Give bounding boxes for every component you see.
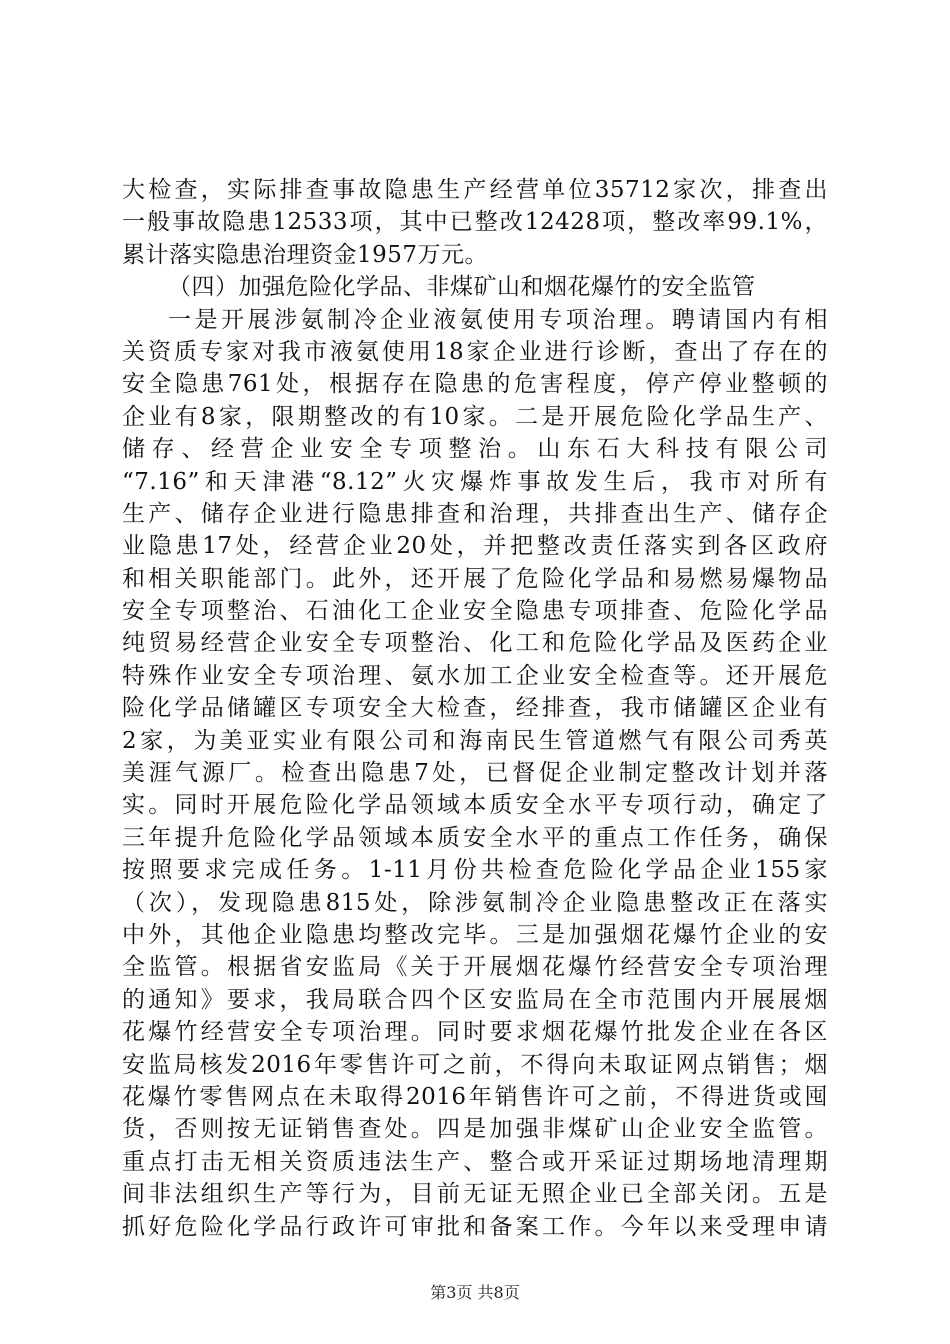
text-line: 花爆竹零售网点在未取得2016年销售许可之前，不得进货或囤	[122, 1083, 828, 1110]
text-line: 间非法组织生产等行为，目前无证无照企业已全部关闭。五是	[122, 1181, 828, 1208]
text-line: 纯贸易经营企业安全专项整治、化工和危险化学品及医药企业	[122, 630, 828, 657]
text-line: 货，否则按无证销售查处。四是加强非煤矿山企业安全监管。	[122, 1116, 828, 1143]
text-line: 的通知》要求，我局联合四个区安监局在全市范围内开展展烟	[122, 986, 828, 1013]
text-line: 关资质专家对我市液氨使用18家企业进行诊断，查出了存在的	[122, 338, 828, 365]
text-line: 中外，其他企业隐患均整改完毕。三是加强烟花爆竹企业的安	[122, 921, 828, 948]
text-line: 险化学品储罐区专项安全大检查，经排查，我市储罐区企业有	[122, 695, 828, 722]
text-line: 按照要求完成任务。1-11月份共检查危险化学品企业155家	[122, 857, 828, 884]
text-line: 花爆竹经营安全专项治理。同时要求烟花爆竹批发企业在各区	[122, 1019, 828, 1046]
document-body	[122, 174, 828, 1243]
text-line: 安全专项整治、石油化工企业安全隐患专项排查、危险化学品	[122, 598, 828, 625]
text-line: 一般事故隐患12533项，其中已整改12428项，整改率99.1%，	[122, 209, 828, 236]
paragraph-2	[122, 304, 828, 1243]
text-line: 储存、经营企业安全专项整治。山东石大科技有限公司	[122, 436, 828, 463]
text-line: “7.16”和天津港“8.12”火灾爆炸事故发生后，我市对所有	[122, 468, 828, 495]
text-line: 抓好危险化学品行政许可审批和备案工作。今年以来受理申请	[122, 1213, 828, 1240]
text-line: 生产、储存企业进行隐患排查和治理，共排查出生产、储存企	[122, 500, 828, 527]
text-line: 企业有8家，限期整改的有10家。二是开展危险化学品生产、	[122, 403, 828, 430]
text-line: 2家，为美亚实业有限公司和海南民生管道燃气有限公司秀英	[122, 727, 828, 754]
text-line: 累计落实隐患治理资金1957万元。	[122, 241, 489, 268]
page-number-footer: 第3页 共8页	[430, 1283, 520, 1302]
text-line: 和相关职能部门。此外，还开展了危险化学品和易燃易爆物品	[122, 565, 828, 592]
text-line: 安全隐患761处，根据存在隐患的危害程度，停产停业整顿的	[122, 371, 828, 398]
text-line: 安监局核发2016年零售许可之前，不得向未取证网点销售；烟	[122, 1051, 828, 1078]
text-line: 大检查，实际排查事故隐患生产经营单位35712家次，排查出	[122, 177, 828, 203]
text-line: 一是开展涉氨制冷企业液氨使用专项治理。聘请国内有相	[168, 306, 828, 333]
text-line: 三年提升危险化学品领域本质安全水平的重点工作任务，确保	[122, 824, 828, 851]
text-line: 重点打击无相关资质违法生产、整合或开采证过期场地清理期	[122, 1148, 828, 1175]
section-heading: （四）加强危险化学品、非煤矿山和烟花爆竹的安全监管	[168, 274, 756, 301]
paragraph-1	[122, 174, 828, 271]
text-line: 实。同时开展危险化学品领域本质安全水平专项行动，确定了	[122, 792, 828, 819]
text-line: 全监管。根据省安监局《关于开展烟花爆竹经营安全专项治理	[122, 954, 828, 981]
text-line: 特殊作业安全专项治理、氨水加工企业安全检查等。还开展危	[122, 662, 828, 689]
text-line: （次），发现隐患815处，除涉氨制冷企业隐患整改正在落实	[122, 889, 828, 916]
text-line: 美涯气源厂。检查出隐患7处，已督促企业制定整改计划并落	[122, 760, 828, 787]
text-line: 业隐患17处，经营企业20处，并把整改责任落实到各区政府	[122, 533, 828, 560]
